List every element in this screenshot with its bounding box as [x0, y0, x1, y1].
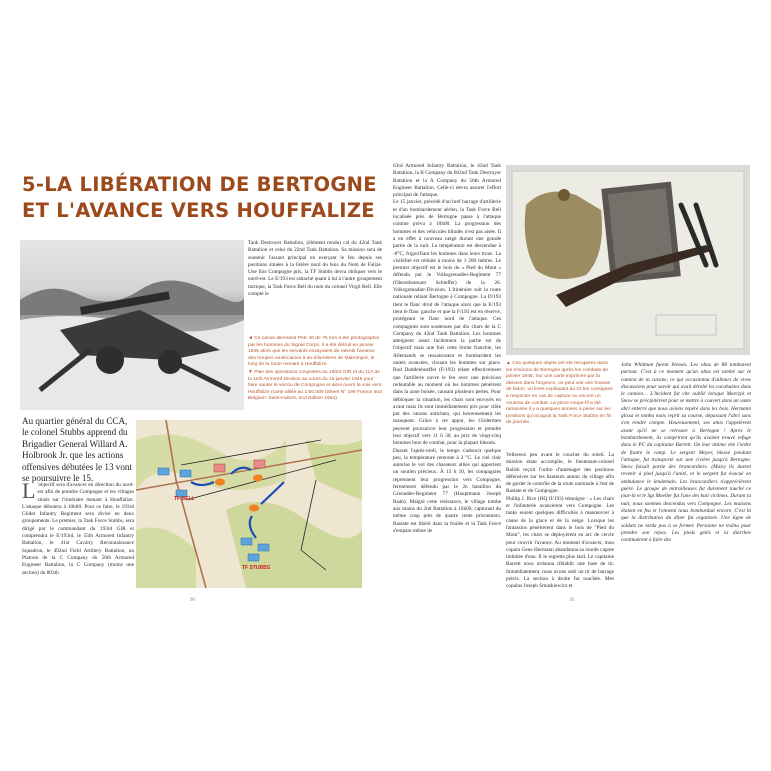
caption-objects: ▲ Ces quelques objets ont été récupérés dans les environs de Bertogne après les combats de janvier 1945. Sur une carte imprimée par la division dans l'urgence, on peut voir une housse de bidon, un livret expliquant au GI les consignes à respecter en cas de capture ou encore un couteau de combat. La pince coupe-fil a été ramassée il y a quelques années à peine sur les positions qu'occupait la Task Force Stubbs en fin de journée.	[506, 361, 613, 426]
photo-german-gun	[20, 240, 244, 410]
right-column-2: Vellereux peu avant le coucher du soleil. La mission étant accomplie, le lieutenant-colonel Balish reçoit l'ordre d'aménager des positions défensives sur les hauteurs autour du village afin de garder le contrôle de la route nationale à l'est de Rastate et de Compogne. Phillip J. Rice (HQ II/193) témoigne : « Les chars et l'infanterie avancèrent vers Compogne. Les tanks eurent quelques difficultés à manœuvrer à cause de la glace et de la neige. Lorsque les fantassins pénétrèrent dans le bois de "Pied du Mont", les chars se déployèrent en arc de cercle pour couvrir l'avance. Au moment d'avancer, mon copain Gene Hermann abandonna sa lourde capote imbibée d'eau. Il le regretta plus tard. Le capitaine Barrett nous ordonna d'établir une base de tir. Immédiatement, nous avons subi un tir de barrage précis. La section à droite fut touchée. Mes copains Joseph Smuskiewicz et	[506, 452, 614, 590]
photo-recovered-objects	[506, 165, 750, 355]
right-column-3-testimony: John Whitman furent blessés. Les obus de 88 tombaient partout. C'est à ce moment qu'un obus est tombé sur le camion de la cuisine, ce qui occasionna d'ailleurs de vives discussions pour savoir qui avait dérobé les cacahuètes dans le camion… L'incident fut vite oublié lorsque Marczyk et Snow se précipitèrent pour se mettre à couvert dans un vaste abri enterré que nous avions repéré dans les bois. Hermann glissa et tomba mais reprit sa course, dépassant l'abri sans s'en rendre compte. Heureusement, ses amis l'appelèrent avant qu'il ne se retrouve à Bertogne ! Après le bombardement, ils comprirent qu'ils avaient trouvé refuge dans le PC du capitaine Barrett. On leur intima vite l'ordre de foutre le camp. Le sergent Mayer, blessé pendant l'attaque, fut transporté sur une civière jusqu'à Bertogne. Snow faisait partie des brancardiers. (Mais) ils durent revenir à pied jusqu'à l'unité, et le sergent fut évacué en ambulance le lendemain. Les brancardiers n'apprécièrent guère. Le groupe de mitrailleuses fut durement touché ce jour-là et le Sgt Moeller fut l'une des huit victimes. Durant la nuit, nous sommes descendus vers Compogne. Les maisons étaient en feu et l'ennemi nous bombardait encore. C'est là que la distribution du dîner fut organisée. Une ligne de soldats ne tarda pas à se former. Personne ne traîna pour prendre son repas. Les pieds gelés et la diarrhée continuèrent à faire des	[621, 362, 751, 544]
page-number-left: 90	[190, 598, 195, 603]
drop-cap: L	[22, 482, 36, 503]
left-body-text	[22, 482, 134, 594]
map-label-tf-stubbs: TF STUBBS	[242, 565, 271, 571]
right-column-1: 63rd Armored Infantry Battalion, le 42nd Tank Battalion, la B Company du 602nd Tank Destroyer Battalion et la A Company du 56th Armored Engineer Battalion. Celle-ci devra assurer l'effort principal de l'attaque. Le 15 janvier, précédé d'un bref barrage d'artillerie et d'un bombardement aérien, la Task Force Bell localisée près de Bertogne passe à l'attaque comme prévu à 10h00. La progression des hommes et des véhicules blindés n'est pas aisée. Il a en effet à nouveau neigé durant une grande partie de la nuit. La température est descendue à -8°C, frigorifiant les hommes dans leurs trous. La visibilité est réduite à moins de 1 200 mètres. Le premier objectif est le bois du « Pied du Mont » défendu par le Volksgrenadier-Regiment 77 (Oberstleutnant Schieffer) de la 26. Volksgrenadier-Division. L'itinéraire suit la route nationale reliant Bertogne à Compogne. La D/193 tient le flanc droit de l'attaque alors que la E/193 tient le flanc gauche et que la F/193 est en réserve, protégeant le flanc nord de l'attaque. Ces compagnies sont soutenues par dix chars de la C Company du 42nd Tank Battalion. Les hommes atteignent assez facilement la partie est de l'objectif mais une fois cette limite franchie, les Allemands se ressaisissent et bombardent les unités avancées, clouant les hommes sur place. Bud Duddenhoeffer (F/193) relate effectivement que l'artillerie ouvre le feu avec une précision redoutable au moment où les hommes pénètrent dans la zone boisée, causant plusieurs pertes. Pour débloquer la situation, les chars sont envoyés en avant mais ils sont immédiatement pris pour cible par des canons antichars, qui heureusement les manquent. Grâce à cet appui, les Glidermen peuvent poursuivre leur progression et prendre leur objectif vers 11 h 30, au prix de vingt-cinq hommes hors de combat, pour la plupart blessés. Durant l'après-midi, le temps s'adoucit quelque peu, la température remonte à 2 °C. Le ciel clair autorise le vol des chasseurs alliés qui apportent un soutien précieux. À 13 h 10, les compagnies reprennent leur progression vers Compogne, fermement défendu par le 2e bataillon du Grenadier-Regiment 77 (Hauptmann Joseph Raab). Malgré cette résistance, le village tombe aux mains du 2nd Battalion à 16h00, capturant du même coup près de quatre cents prisonniers. Rastate est libéré dans la foulée et la Task Force s'empare même de	[393, 163, 501, 534]
caption-photo: ◄ Ce canon allemand PAK 40 de 75 mm a été photographié par les hommes du Signal Corps. Il a été détruit en janvier 1945 alors que les servants essayaient de ralentir l'avance des troupes américaines à six kilomètres de Mabompré, le long de la route menant à Houffalize.	[248, 336, 380, 368]
map-label-tf-bell: TF BELL	[174, 496, 195, 502]
title-line-2: ET L'AVANCE VERS HOUFFALIZE	[22, 199, 375, 222]
page-number-right: 91	[570, 598, 575, 603]
chapter-title	[22, 172, 382, 224]
pull-quote: Au quartier général du CCA, le colonel Stubbs apprend du Brigadier General Willard A. Holbrook Jr. que les actions offensives débutées le 13 vont se poursuivre le 15.	[22, 416, 132, 484]
side-column-text: Tank Destroyer Battalion, (élément rendu) cal du 42nd Tank Battalion et celui du 22nd Tank Battalion. Sa mission sera de soutenir l'assaut principal en exerçant le feu depuis ses positions situées à la lisière nord du bois du Nom de Falize. Une fois Compogne pris, la TF Stubbs devra obliquer vers le nord-est. Le E/193 est rattaché quant à lui à l'autre groupement tactique, la Task Force Bell du nom du colonel Virgil Bell. Elle compte le	[248, 240, 382, 298]
title-line-1: 5-LA LIBÉRATION DE BERTOGNE	[22, 173, 377, 196]
body-paragraph: 'objectif sera d'avancer en direction du nord-est afin de prendre Compogne et les villages situés sur l'itinéraire menant à Houffalize. L'attaque débutera à 10h00. Pour ce faire, le 193rd Glider Infantry Regiment sera divisé en deux groupements. Le premier, la Task Force Stubbs, sera dirigé par le commandant du 193rd GIR et comprendra le E/193rd, le 55th Armored Infantry Battalion, le 41st Cavalry Reconnaissance Squadron, le 492nd Field Artillery Battalion, un Platoon de la C Company du 56th Armored Engineer Battalion, la C Company (moins une section) du 803th	[22, 482, 134, 576]
caption-map: ▼ Plan des opérations conjointes du 193rd GIR et du 11A de la 11th Armored Division au cours du 15 janvier 1945 pour faire sauter le verrou de Compogne et ainsi ouvrir la voie vers Houffalize (carte alliée au 1:50.000 (Sheet N° 199 France and Belgium: Saint-Hubert, 2nd Edition 1944).	[248, 370, 382, 402]
operations-map	[136, 420, 362, 588]
